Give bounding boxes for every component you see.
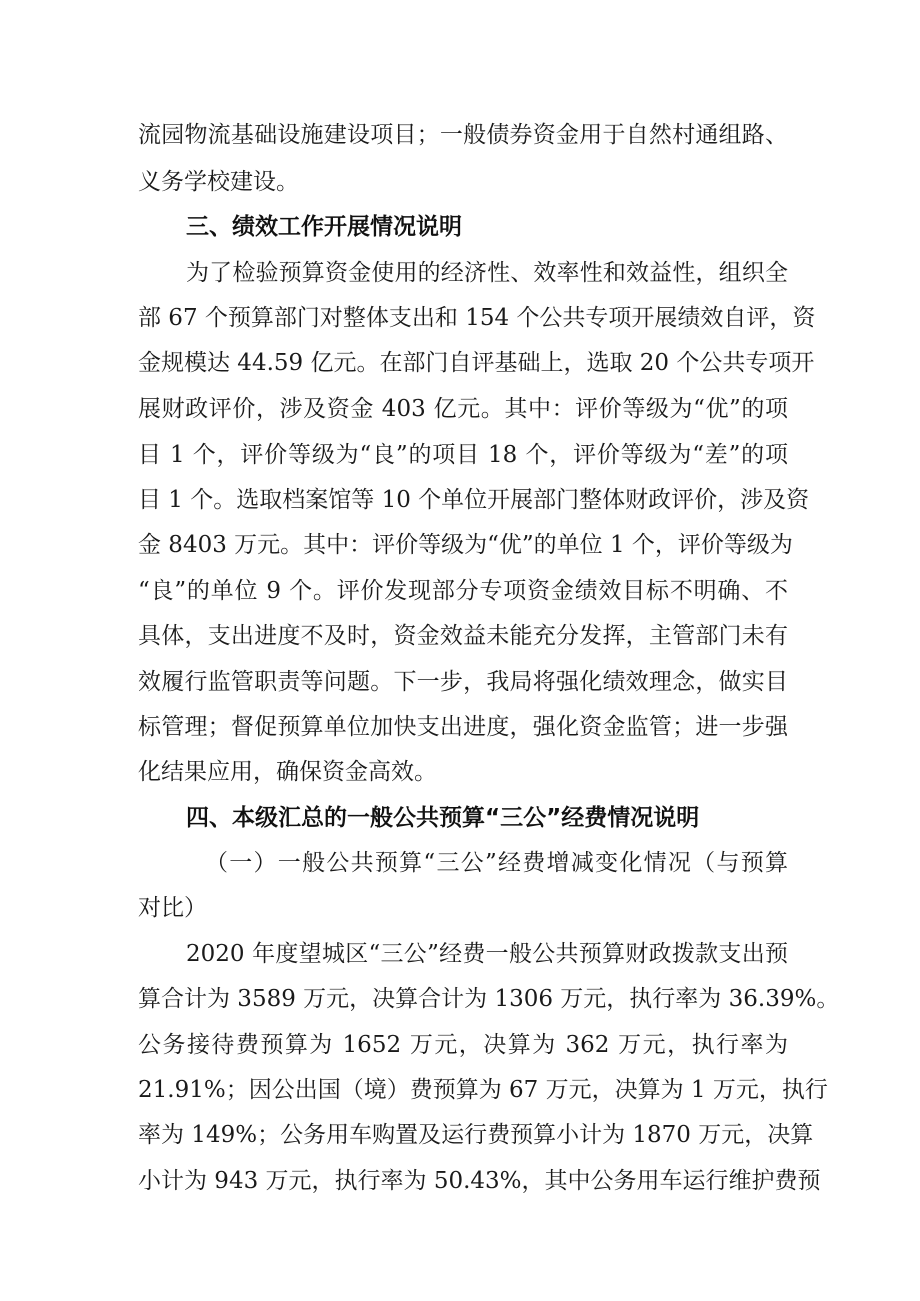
subsection-heading-line: 对比） [138,895,207,921]
paragraph-line: 21.91%；因公出国（境）费预算为 67 万元，决算为 1 万元，执行 [138,1077,828,1103]
paragraph-line: 标管理；督促预算单位加快支出进度，强化资金监管；进一步强 [138,714,788,740]
section-heading: 四、本级汇总的一般公共预算“三公”经费情况说明 [186,805,700,831]
paragraph-line: 率为 149%；公务用车购置及运行费预算小计为 1870 万元，决算 [138,1122,814,1148]
paragraph-line: 效履行监管职责等问题。下一步，我局将强化绩效理念，做实目 [138,669,788,695]
paragraph-line: 金 8403 万元。其中：评价等级为“优”的单位 1 个，评价等级为 [138,532,793,558]
paragraph-line: 流园物流基础设施建设项目；一般债券资金用于自然村通组路、 [138,122,788,148]
paragraph-line: “良”的单位 9 个。评价发现部分专项资金绩效目标不明确、不 [138,578,788,604]
paragraph-line: 化结果应用，确保资金高效。 [138,759,437,785]
paragraph-line: 为了检验预算资金使用的经济性、效率性和效益性，组织全 [186,260,788,286]
paragraph-line: 目 1 个，评价等级为“良”的项目 18 个，评价等级为“差”的项 [138,442,788,468]
paragraph-line: 算合计为 3589 万元，决算合计为 1306 万元，执行率为 36.39%。 [138,986,840,1012]
subsection-heading-line: （一）一般公共预算“三公”经费增减变化情况（与预算 [205,850,788,876]
paragraph-line: 2020 年度望城区“三公”经费一般公共预算财政拨款支出预 [186,941,788,967]
paragraph-line: 展财政评价，涉及资金 403 亿元。其中：评价等级为“优”的项 [138,396,788,422]
section-heading: 三、绩效工作开展情况说明 [186,214,462,240]
paragraph-line: 目 1 个。选取档案馆等 10 个单位开展部门整体财政评价，涉及资 [138,487,810,513]
paragraph-line: 具体，支出进度不及时，资金效益未能充分发挥，主管部门未有 [138,623,788,649]
paragraph-line: 小计为 943 万元，执行率为 50.43%，其中公务用车运行维护费预 [138,1168,821,1194]
paragraph-line: 公务接待费预算为 1652 万元，决算为 362 万元，执行率为 [138,1032,788,1058]
paragraph-line: 义务学校建设。 [138,169,299,195]
paragraph-line: 部 67 个预算部门对整体支出和 154 个公共专项开展绩效自评，资 [138,305,816,331]
paragraph-line: 金规模达 44.59 亿元。在部门自评基础上，选取 20 个公共专项开 [138,350,815,376]
